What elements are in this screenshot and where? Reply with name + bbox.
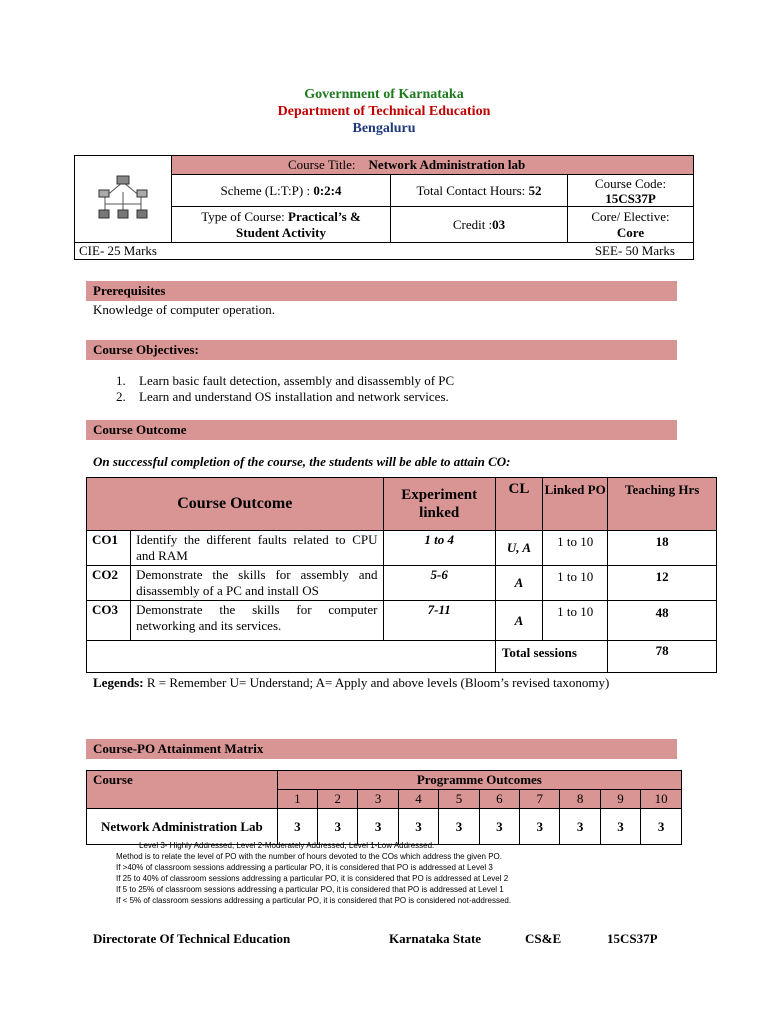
table-row: [87, 601, 717, 641]
note-line: Level 3- Highly Addressed, Level 2-Moderately Addressed, Level 1-Low Addressed.: [139, 841, 435, 850]
matrix-heading: Course-PO Attainment Matrix: [86, 739, 677, 759]
po-value: 3: [479, 809, 519, 845]
co-id: CO1: [87, 531, 131, 566]
course-type-value-2: Student Activity: [236, 224, 326, 240]
co-exp: 5-6: [383, 566, 495, 601]
course-code-value: 15CS37P: [605, 190, 656, 206]
po-number: 4: [398, 790, 438, 809]
legends: [93, 675, 675, 691]
course-type-cell: [172, 207, 391, 243]
notes-block: [116, 840, 511, 906]
po-value: 3: [439, 809, 479, 845]
objective-item-2: [116, 389, 449, 405]
co-id: CO3: [87, 601, 131, 641]
objective-num: 1.: [116, 373, 126, 388]
co-cl: A: [495, 601, 542, 641]
city-title: Bengaluru: [352, 121, 416, 136]
po-value: 3: [641, 809, 682, 845]
cie-marks: CIE- 25 Marks: [79, 243, 157, 258]
core-elective-cell: [568, 207, 694, 243]
co-hrs: 18: [608, 531, 717, 566]
co-cl: U, A: [495, 531, 542, 566]
scheme-value: 0:2:4: [313, 182, 342, 198]
po-number: 7: [520, 790, 560, 809]
scheme-label: Scheme (L:T:P) :: [220, 182, 311, 198]
see-marks: SEE- 50 Marks: [594, 243, 675, 258]
po-value: 3: [318, 809, 358, 845]
table-row: [87, 566, 717, 601]
legends-label: Legends:: [93, 675, 144, 690]
credit-value: 03: [492, 216, 506, 232]
note-line: If < 5% of classroom sessions addressing a particular PO, it is considered that PO is considered not-addressed.: [116, 896, 512, 905]
co-header: Course Outcome: [87, 478, 384, 531]
prerequisites-text: Knowledge of computer operation.: [93, 302, 275, 317]
footer-left: Directorate Of Technical Education: [93, 931, 291, 946]
objective-item-1: [116, 373, 455, 389]
co-po: 1 to 10: [543, 531, 608, 566]
po-number: 6: [479, 790, 519, 809]
network-diagram-icon: [93, 172, 153, 222]
po-number: 9: [600, 790, 640, 809]
gov-title: Government of Karnataka: [304, 87, 464, 102]
footer-state: Karnataka State: [389, 931, 482, 946]
po-value: 3: [560, 809, 600, 845]
co-hrs: 48: [608, 601, 717, 641]
logo-cell: [75, 156, 172, 243]
exp-header: Experiment linked: [383, 478, 495, 531]
cl-header: CL: [495, 478, 542, 531]
note-line: If 5 to 25% of classroom sessions addressing a particular PO, it is considered that PO is addressed at Level 1: [116, 885, 504, 894]
note-line: Method is to relate the level of PO with the number of hours devoted to the COs which address the given PO.: [116, 852, 502, 861]
po-value: 3: [600, 809, 640, 845]
po-number: 1: [277, 790, 317, 809]
po-value: 3: [358, 809, 398, 845]
co-hrs: 12: [608, 566, 717, 601]
co-desc: Demonstrate the skills for assembly and disassembly of a PC and install OS: [131, 566, 383, 601]
co-desc: Demonstrate the skills for computer networking and its services.: [131, 601, 383, 641]
po-number: 3: [358, 790, 398, 809]
total-row: [87, 641, 717, 673]
course-info-table: [74, 155, 694, 260]
footer-dept: CS&E: [525, 931, 562, 946]
matrix-course-header: Course: [87, 771, 278, 809]
course-outcome-table: [86, 477, 717, 673]
footer-code: 15CS37P: [607, 931, 658, 946]
co-cl: A: [495, 566, 542, 601]
total-value: 78: [608, 641, 717, 673]
contact-hours-label: Total Contact Hours:: [416, 182, 526, 198]
core-elective-label: Core/ Elective:: [591, 208, 670, 224]
matrix-course-name: Network Administration Lab: [87, 809, 278, 845]
po-number: 5: [439, 790, 479, 809]
prerequisites-heading: Prerequisites: [86, 281, 677, 301]
co-desc: Identify the different faults related to CPU and RAM: [131, 531, 383, 566]
course-title-value: Network Administration lab: [368, 157, 526, 172]
marks-cell: [75, 243, 694, 260]
po-number: 2: [318, 790, 358, 809]
co-id: CO2: [87, 566, 131, 601]
po-value: 3: [398, 809, 438, 845]
co-exp: 7-11: [383, 601, 495, 641]
outcome-heading: Course Outcome: [86, 420, 677, 440]
co-po: 1 to 10: [543, 601, 608, 641]
total-empty: [87, 641, 496, 673]
course-code-cell: [568, 175, 694, 207]
dept-title: Department of Technical Education: [277, 104, 491, 119]
course-type-label: Type of Course:: [201, 208, 285, 224]
note-line: If 25 to 40% of classroom sessions addressing a particular PO, it is considered that PO is addressed at Level 2: [116, 874, 509, 883]
course-type-value: Practical’s &: [288, 208, 361, 224]
po-value: 3: [520, 809, 560, 845]
total-label: Total sessions: [495, 641, 607, 673]
objectives-heading: Course Objectives:: [86, 340, 677, 360]
core-elective-value: Core: [616, 224, 645, 240]
objective-text: Learn basic fault detection, assembly and disassembly of PC: [139, 373, 455, 388]
credit-cell: [391, 207, 568, 243]
note-line: If >40% of classroom sessions addressing a particular PO, it is considered that PO is addressed at Level 3: [116, 863, 493, 872]
scheme-cell: [172, 175, 391, 207]
hrs-header: Teaching Hrs: [608, 478, 717, 531]
course-code-label: Course Code:: [594, 175, 667, 191]
po-number: 8: [560, 790, 600, 809]
objective-num: 2.: [116, 389, 126, 404]
course-title-label: Course Title:: [288, 157, 356, 172]
co-po: 1 to 10: [543, 566, 608, 601]
objective-text: Learn and understand OS installation and network services.: [139, 389, 449, 404]
legends-text: R = Remember U= Understand; A= Apply and above levels (Bloom’s revised taxonomy): [146, 675, 610, 690]
po-header: Linked PO: [543, 478, 608, 531]
po-number: 10: [641, 790, 682, 809]
matrix-po-header: Programme Outcomes: [277, 771, 681, 790]
credit-label: Credit :: [452, 216, 493, 232]
outcome-intro: On successful completion of the course, the students will be able to attain CO:: [93, 454, 511, 469]
contact-hours-cell: [391, 175, 568, 207]
co-exp: 1 to 4: [383, 531, 495, 566]
po-matrix-table: [86, 770, 682, 845]
contact-hours-value: 52: [528, 182, 542, 198]
po-value: 3: [277, 809, 317, 845]
table-row: [87, 531, 717, 566]
course-title-cell: [172, 156, 694, 175]
